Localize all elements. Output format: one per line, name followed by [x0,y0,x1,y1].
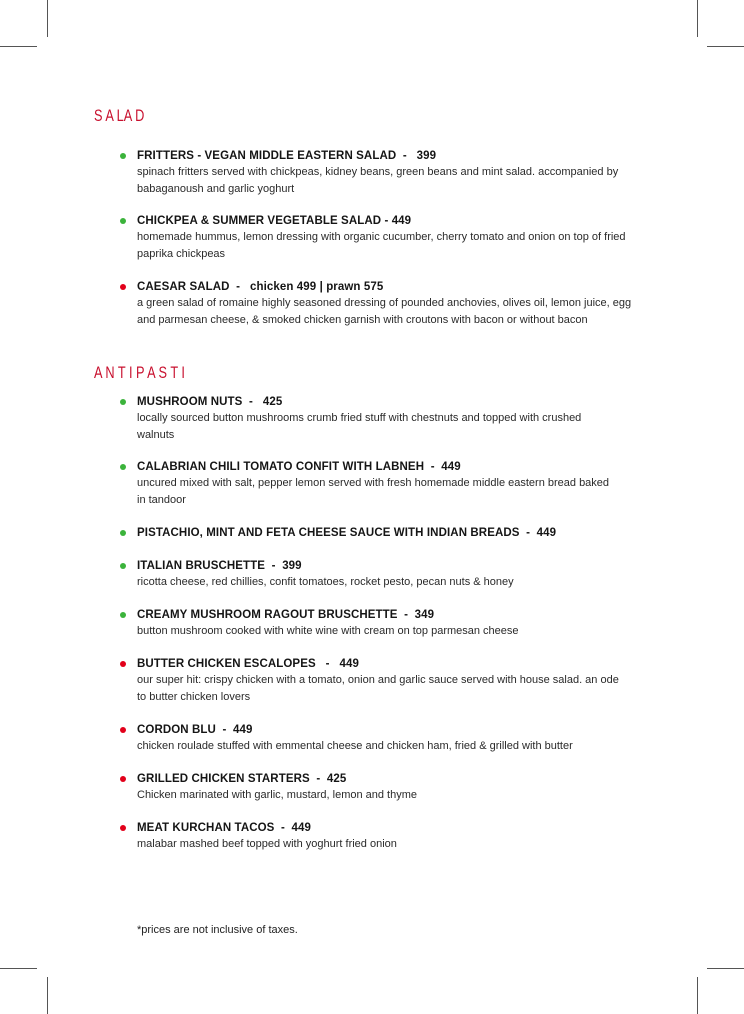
item-title: CHICKPEA & SUMMER VEGETABLE SALAD - 449 [137,215,412,227]
crop-mark [0,968,37,969]
veg-bullet-icon [120,153,126,159]
item-title: FRITTERS - VEGAN MIDDLE EASTERN SALAD - 399 [137,150,437,162]
crop-mark [697,977,698,1014]
item-description: uncured mixed with salt, pepper lemon served with fresh homemade middle eastern bread baked in tandoor [137,477,610,506]
menu-item [120,394,680,443]
crop-mark [707,968,744,969]
item-title: MEAT KURCHAN TACOS - 449 [137,822,312,834]
menu-item [120,607,680,640]
nonveg-bullet-icon [120,284,126,290]
item-title: CORDON BLU - 449 [137,724,253,736]
veg-bullet-icon [120,399,126,405]
menu-item [120,525,680,541]
menu-item [120,820,680,853]
item-title: PISTACHIO, MINT AND FETA CHEESE SAUCE WITH INDIAN BREADS - 449 [137,527,557,539]
nonveg-bullet-icon [120,776,126,782]
crop-mark [47,0,48,37]
veg-bullet-icon [120,530,126,536]
menu-item [120,722,680,755]
item-title: MUSHROOM NUTS - 425 [137,396,283,408]
item-description: a green salad of romaine highly seasoned dressing of pounded anchovies, olives oil, lemon juice, egg and parmesan cheese, & smoked chicken garnish with croutons with bacon or without bacon [137,297,632,326]
veg-bullet-icon [120,612,126,618]
section-title-antipasti: A N T I P A S T I [94,363,185,382]
item-description: malabar mashed beef topped with yoghurt fried onion [137,838,397,850]
item-description: locally sourced button mushrooms crumb fried stuff with chestnuts and topped with crushed walnuts [137,412,582,441]
tax-footnote: *prices are not inclusive of taxes. [137,924,298,936]
veg-bullet-icon [120,218,126,224]
item-title: CALABRIAN CHILI TOMATO CONFIT WITH LABNEH - 449 [137,461,461,473]
item-title: BUTTER CHICKEN ESCALOPES - 449 [137,658,359,670]
crop-mark [0,46,37,47]
menu-item [120,771,680,804]
veg-bullet-icon [120,563,126,569]
crop-mark [697,0,698,37]
menu-item [120,213,680,262]
menu-item [120,558,680,591]
item-description: Chicken marinated with garlic, mustard, lemon and thyme [137,789,418,801]
item-title: ITALIAN BRUSCHETTE - 399 [137,560,302,572]
item-title: CREAMY MUSHROOM RAGOUT BRUSCHETTE - 349 [137,609,435,621]
nonveg-bullet-icon [120,825,126,831]
nonveg-bullet-icon [120,661,126,667]
nonveg-bullet-icon [120,727,126,733]
crop-mark [707,46,744,47]
menu-item [120,148,680,197]
item-description: ricotta cheese, red chillies, confit tomatoes, rocket pesto, pecan nuts & honey [137,576,514,588]
item-title: CAESAR SALAD - chicken 499 | prawn 575 [137,281,384,293]
item-description: chicken roulade stuffed with emmental cheese and chicken ham, fried & grilled with butter [137,740,573,752]
item-description: spinach fritters served with chickpeas, kidney beans, green beans and mint salad. accompanied by babaganoush and garlic yoghurt [137,166,619,195]
menu-item [120,656,680,705]
menu-item [120,279,680,328]
crop-mark [47,977,48,1014]
menu-item [120,459,680,508]
item-description: homemade hummus, lemon dressing with organic cucumber, cherry tomato and onion on top of fried paprika chickpeas [137,231,626,260]
item-description: button mushroom cooked with white wine with cream on top parmesan cheese [137,625,519,637]
veg-bullet-icon [120,464,126,470]
item-title: GRILLED CHICKEN STARTERS - 425 [137,773,347,785]
section-title-salad: S A LA D [94,106,145,125]
item-description: our super hit: crispy chicken with a tomato, onion and garlic sauce served with house salad. an ode to butter chicken lovers [137,674,619,703]
